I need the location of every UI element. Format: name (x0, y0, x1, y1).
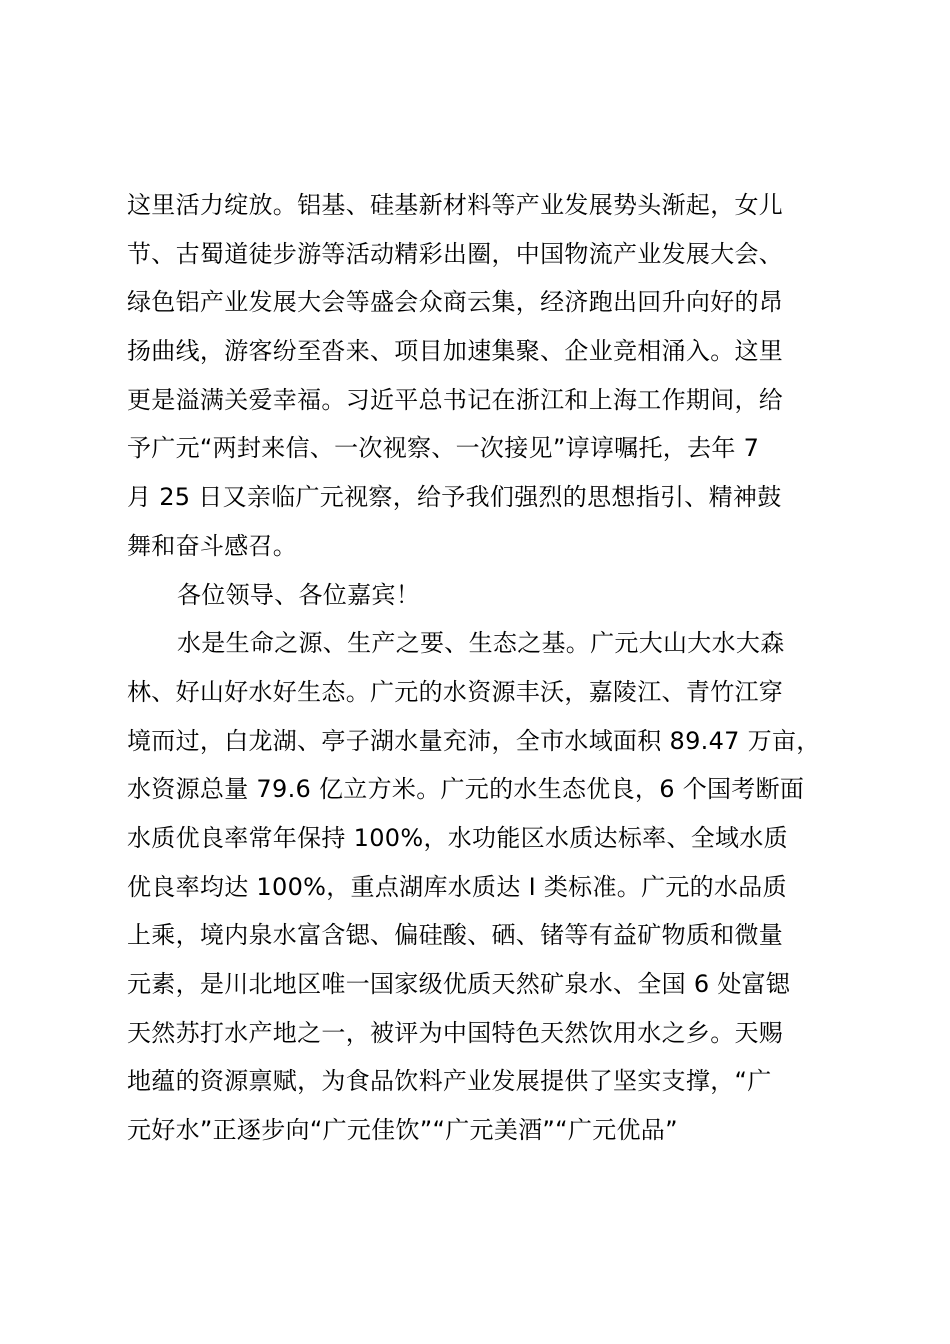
text-line: 境而过，白龙湖、亭子湖水量充沛，全市水域面积 89.47 万亩， (127, 726, 821, 755)
text-line: 节、古蜀道徒步游等活动精彩出圈，中国物流产业发展大会、 (127, 239, 784, 268)
text-line: 水资源总量 79.6 亿立方米。广元的水生态优良，6 个国考断面 (127, 775, 805, 804)
body-text (127, 181, 847, 1155)
text-line: 天然苏打水产地之一，被评为中国特色天然饮用水之乡。天赐 (127, 1018, 784, 1047)
text-line: 扬曲线，游客纷至沓来、项目加速集聚、企业竞相涌入。这里 (127, 337, 784, 366)
text-line: 优良率均达 100%，重点湖库水质达 I 类标准。广元的水品质 (127, 872, 787, 901)
text-line: 舞和奋斗感召。 (127, 531, 298, 560)
text-line: 地蕴的资源禀赋，为食品饮料产业发展提供了坚实支撑，“广 (127, 1067, 772, 1096)
text-line: 林、好山好水好生态。广元的水资源丰沃，嘉陵江、青竹江穿 (127, 677, 784, 706)
salutation-line: 各位领导、各位嘉宾！ (177, 580, 420, 609)
text-line: 水质优良率常年保持 100%，水功能区水质达标率、全域水质 (127, 823, 788, 852)
text-line: 元好水”正逐步向“广元佳饮”“广元美酒”“广元优品” (127, 1116, 678, 1145)
text-line: 绿色铝产业发展大会等盛会众商云集，经济跑出回升向好的昂 (127, 288, 784, 317)
text-line: 上乘，境内泉水富含锶、偏硅酸、硒、锗等有益矿物质和微量 (127, 921, 784, 950)
text-line: 元素，是川北地区唯一国家级优质天然矿泉水、全国 6 处富锶 (127, 970, 791, 998)
paragraph-start-line: 水是生命之源、生产之要、生态之基。广元大山大水大森 (177, 629, 785, 658)
text-line: 月 25 日又亲临广元视察，给予我们强烈的思想指引、精神鼓 (127, 483, 782, 512)
text-line: 更是溢满关爱幸福。习近平总书记在浙江和上海工作期间，给 (127, 385, 784, 414)
text-line: 这里活力绽放。铝基、硅基新材料等产业发展势头渐起，女儿 (127, 191, 784, 219)
text-line: 予广元“两封来信、一次视察、一次接见”谆谆嘱托，去年 7 (127, 434, 760, 463)
